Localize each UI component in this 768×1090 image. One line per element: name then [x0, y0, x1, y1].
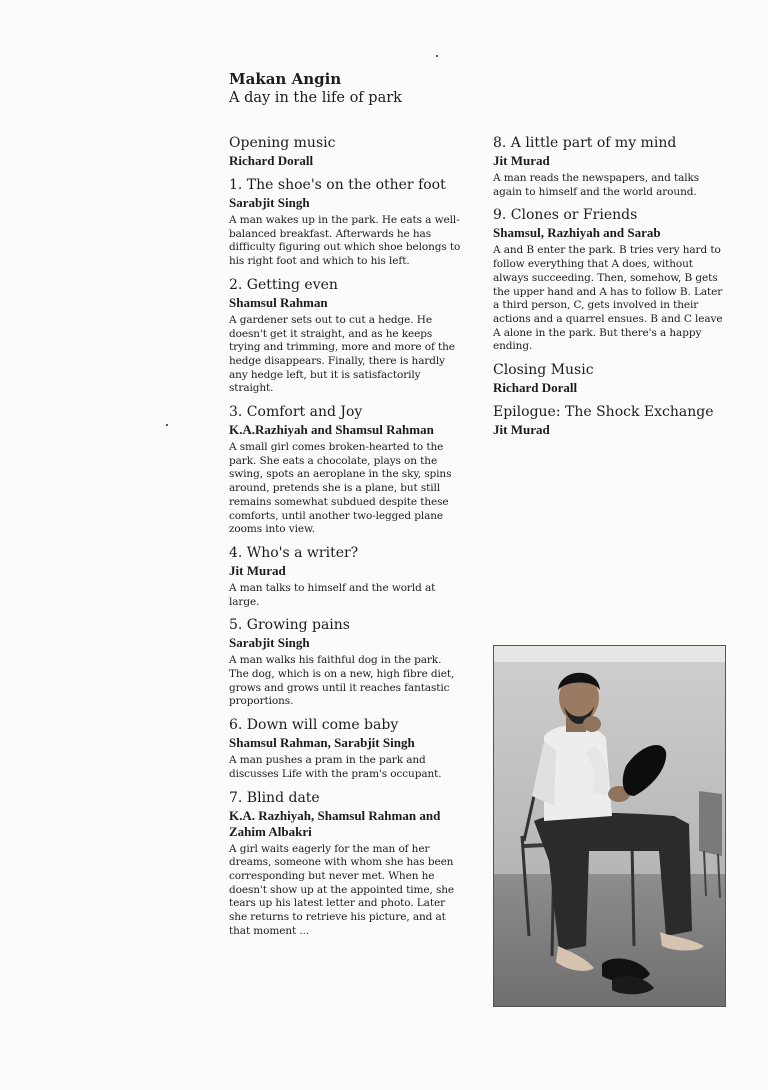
item-author: Richard Dorall [229, 153, 314, 168]
item-author: Jit Murad [229, 562, 286, 578]
item-author: Sarabjit Singh [229, 635, 310, 651]
item-author: Sarabjit Singh [229, 195, 310, 210]
program-item [493, 135, 728, 199]
item-author: K.A.Razhiyah and Shamsul Rahman [229, 422, 434, 438]
item-description: A man pushes a pram in the park and discusses Life with the pram's occupant. [229, 754, 442, 780]
item-description: A man wakes up in the park. He eats a well-balanced breakfast. Afterwards he has difficulty figuring out which shoe belongs to his right foot and which to his left. [229, 214, 461, 268]
right-column [493, 135, 728, 446]
item-title: 2. Getting even [229, 276, 338, 293]
item-description: A man walks his faithful dog in the park. The dog, which is on a new, high fibre diet, grows and grows until it reaches fantastic proportions. [229, 654, 455, 708]
item-author: Jit Murad [493, 422, 550, 438]
item-author: Jit Murad [493, 153, 550, 168]
program-title: Makan Angin [229, 70, 342, 88]
background-chair [699, 791, 722, 856]
performer-photo [493, 645, 726, 1007]
program-item [229, 277, 461, 396]
program-item [229, 790, 461, 939]
program-item [493, 207, 728, 354]
item-title: 9. Clones or Friends [493, 207, 638, 224]
item-title: Epilogue: The Shock Exchange [493, 404, 714, 421]
item-description: A girl waits eagerly for the man of her dreams, someone with whom she has been corresponding but never met. When he doesn't show up at the appointed time, she tears up his latest letter and photo. Later she returns to retrieve his picture, and at that moment ... [229, 842, 455, 937]
program-header [229, 70, 402, 108]
item-author: Richard Dorall [493, 380, 578, 396]
item-description: A man reads the newspapers, and talks again to himself and the world around. [493, 172, 700, 198]
item-title: 4. Who's a writer? [229, 544, 359, 561]
item-author: Shamsul Rahman [229, 294, 328, 310]
item-author: K.A. Razhiyah, Shamsul Rahman and Zahim Albakri [229, 807, 441, 839]
program-item [229, 135, 461, 169]
program-item [229, 617, 461, 709]
item-title: 6. Down will come baby [229, 717, 399, 734]
photo-illustration [494, 646, 725, 1006]
program-item [229, 545, 461, 609]
program-item [493, 404, 728, 438]
item-description: A small girl comes broken-hearted to the park. She eats a chocolate, plays on the swing, spots an aeroplane in the sky, spins around, pretends she is a plane, but still remains somewhat subdued despite these comforts, until another two-legged plane zooms into view. [229, 441, 452, 536]
item-description: A and B enter the park. B tries very hard to follow everything that A does, without always succeeding. Then, somehow, B gets the upper hand and A has to follow B. Later a third person, C, gets involved in their actions and a quarrel ensues. B and C leave A alone in the park. But there's a happy ending. [493, 244, 723, 353]
item-author: Shamsul Rahman, Sarabjit Singh [229, 735, 415, 751]
item-title: Closing Music [493, 362, 594, 379]
item-title: 1. The shoe's on the other foot [229, 177, 446, 193]
item-title: 7. Blind date [229, 789, 320, 806]
program-item [229, 404, 461, 537]
program-item [229, 717, 461, 781]
program-subtitle: A day in the life of park [229, 90, 402, 106]
print-speck [436, 55, 438, 57]
item-title: 5. Growing pains [229, 617, 350, 634]
program-item [493, 362, 728, 396]
left-column [229, 135, 461, 947]
item-title: 3. Comfort and Joy [229, 404, 363, 421]
item-author: Shamsul, Razhiyah and Sarab [493, 225, 661, 241]
item-description: A man talks to himself and the world at large. [229, 581, 436, 608]
ceiling-strip [494, 646, 725, 662]
program-item [229, 177, 461, 269]
item-title: 8. A little part of my mind [493, 135, 677, 151]
print-speck [166, 424, 168, 426]
item-title: Opening music [229, 135, 336, 151]
item-description: A gardener sets out to cut a hedge. He doesn't get it straight, and as he keeps trying and trimming, more and more of the hedge disappears. Finally, there is hardly any hedge left, but it is satisfactorily straight. [229, 313, 455, 395]
